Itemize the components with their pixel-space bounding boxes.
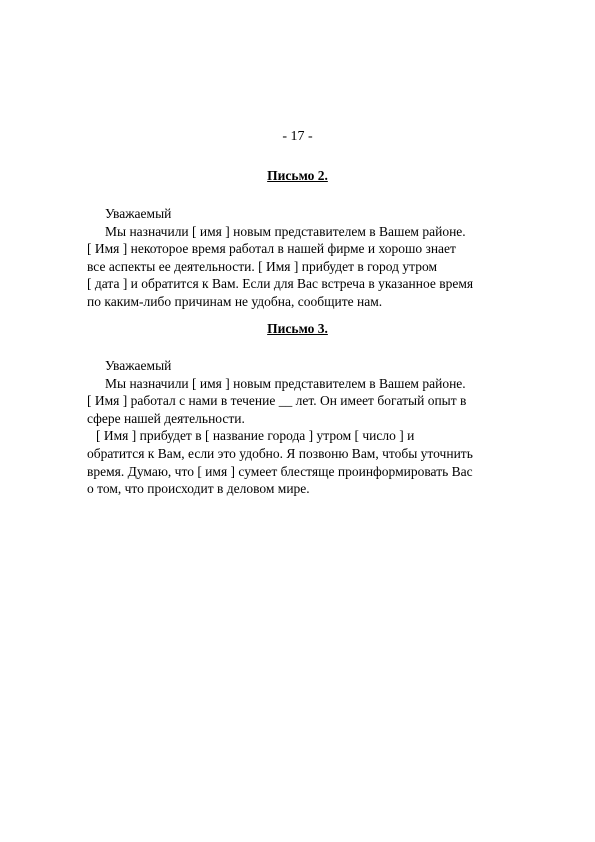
letter-3-line: сфере нашей деятельности. <box>87 410 245 426</box>
letter-3-greeting: Уважаемый <box>105 358 172 373</box>
letter-2-line: Мы назначили [ имя ] новым представителем в Вашем районе. <box>105 223 466 239</box>
letter-2-line: [ дата ] и обратится к Вам. Если для Вас встреча в указанное время <box>87 276 474 292</box>
letter-3-line: время. Думаю, что [ имя ] сумеет блестяще проинформировать Вас <box>87 463 473 479</box>
letter-3-line: обратится к Вам, если это удобно. Я позвоню Вам, чтобы уточнить <box>87 445 473 461</box>
letter-3-body <box>87 357 527 498</box>
letter-2-heading: Письмо 2. <box>267 168 328 183</box>
letter-2-greeting: Уважаемый <box>105 206 172 221</box>
letter-3-line: [ Имя ] прибудет в [ название города ] утром [ число ] и <box>96 428 415 444</box>
letter-3-heading: Письмо 3. <box>267 321 328 336</box>
letter-3-line: Мы назначили [ имя ] новым представителем в Вашем районе. <box>105 375 466 391</box>
letter-2-line: все аспекты ее деятельности. [ Имя ] прибудет в город утром <box>87 258 437 274</box>
letter-3-line: [ Имя ] работал с нами в течение __ лет. Он имеет богатый опыт в <box>87 393 467 409</box>
letter-2-body <box>87 205 527 311</box>
letter-2-line: по каким-либо причинам не удобна, сообщите нам. <box>87 293 383 309</box>
letter-2-line: [ Имя ] некоторое время работал в нашей фирме и хорошо знает <box>87 241 456 257</box>
page-number: - 17 - <box>282 129 313 144</box>
letter-3-line: о том, что происходит в деловом мире. <box>87 481 310 497</box>
